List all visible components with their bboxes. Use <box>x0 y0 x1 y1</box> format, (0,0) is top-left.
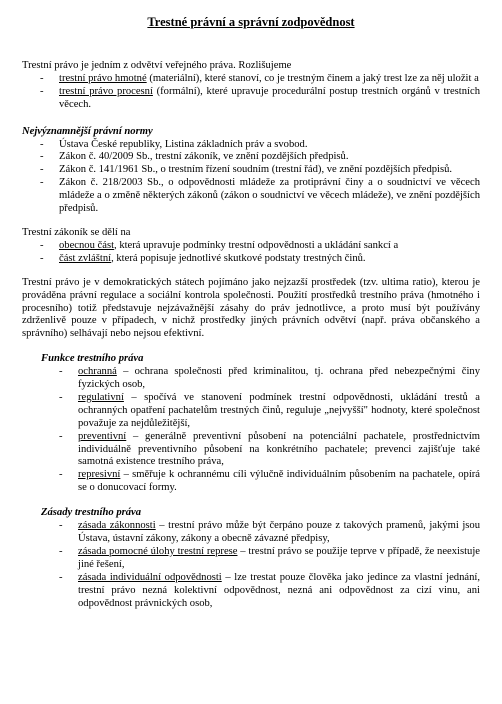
list-item: - ochranná – ochrana společnosti před kriminalitou, tj. ochrana před nebezpečnými činy fyzických osob, <box>22 366 480 392</box>
principles-list <box>22 520 480 610</box>
intro-text: Trestní právo je jedním z odvětví veřejného práva. Rozlišujeme <box>22 60 292 71</box>
term: ochranná <box>78 366 117 378</box>
list-item: - Ústava České republiky, Listina základních práv a svobod. <box>22 139 480 152</box>
intro-list <box>22 73 480 112</box>
body-paragraph: Trestní právo je v demokratických státech pojímáno jako nejzazší prostředek (tzv. ultima ratio), kterou je prováděna právní regulace a sociální kontrola společnosti. Použití prostředků trestního práva (hmotného i procesního) totiž představuje nejzávažnější zásahy do práv jednotlivce, a proto musí být používány zdrženlivě pouze v případech, v nichž prostředky jiných právních odvětví (např. práva občanského a správního) selhávají nebo nejsou efektivní. <box>22 276 480 340</box>
section-heading-principles: Zásady trestního práva <box>41 507 142 519</box>
list-item: - Zákon č. 218/2003 Sb., o odpovědnosti mládeže za protiprávní činy a o soudnictví ve věcech mládeže a o změně některých zákonů (zákon o soudnictví ve věcech mládeže), ve znění pozdějších předpisů. <box>22 177 480 216</box>
page-title: Trestné právní a správní zodpovědnost <box>147 15 355 29</box>
term: část zvláštní <box>59 252 112 264</box>
list-item: - regulativní – spočívá ve stanovení podmínek trestní odpovědnosti, ukládání trestů a ochranných opatření pachatelům trestných činů, reguluje „nejvyšší" hodnoty, které společnost považuje za nejdůležitější, <box>22 392 480 431</box>
list-item: - Zákon č. 40/2009 Sb., trestní zákoník, ve znění pozdějších předpisů. <box>22 151 480 164</box>
list-item: - zásada pomocné úlohy trestní represe – trestní právo se použije teprve v případě, že neexistuje jiné řešení, <box>22 546 480 572</box>
term: regulativní <box>78 391 124 403</box>
code-list <box>22 240 480 266</box>
term: zásada individuální odpovědnosti <box>78 571 222 583</box>
term: trestní právo procesní <box>59 85 153 97</box>
term: zásada zákonnosti <box>78 520 156 532</box>
list-item: - Zákon č. 141/1961 Sb., o trestním řízení soudním (trestní řád), ve znění pozdějších předpisů. <box>22 164 480 177</box>
term: represivní <box>78 469 121 481</box>
term: trestní právo hmotné <box>59 72 147 84</box>
code-text: Trestní zákoník se dělí na <box>22 226 131 238</box>
functions-list <box>22 366 480 495</box>
list-item: - trestní právo procesní (formální), které upravuje procedurální postup trestních orgánů v trestních věcech. <box>22 86 480 112</box>
term: obecnou část <box>59 239 115 251</box>
list-item: - preventivní – generálně preventivní působení na potenciální pachatele, prostřednictvím individuálně preventivního působení na konkrétního pachatele; prevenci zajišťuje také samotná existence trestního práva, <box>22 431 480 470</box>
list-item: - zásada zákonnosti – trestní právo může být čerpáno pouze z takových pramenů, jakými jsou Ústava, ústavní zákony, zákony a obecně závazné předpisy, <box>22 520 480 546</box>
section-heading-functions: Funkce trestního práva <box>41 353 144 365</box>
section-heading-norms: Nejvýznamnější právní normy <box>22 125 153 137</box>
term: zásada pomocné úlohy trestní represe <box>78 545 238 557</box>
list-item: - trestní právo hmotné (materiální), které stanoví, co je trestným činem a jaký trest lze za něj uložit a <box>22 73 480 86</box>
list-item: - část zvláštní, která popisuje jednotlivé skutkové podstaty trestných činů. <box>22 253 480 266</box>
list-item: - obecnou část, která upravuje podmínky trestní odpovědnosti a ukládání sankcí a <box>22 240 480 253</box>
list-item: - represivní – směřuje k ochrannému cíli výlučně individuálním působením na pachatele, opírá se o donucovací formy. <box>22 469 480 495</box>
list-item: - zásada individuální odpovědnosti – lze trestat pouze člověka jako jedince za vlastní jednání, trestní právo nezná kolektivní odpovědnost, nezná ani odpovědnost za cizí vinu, ani odpovědnost právnických osob, <box>22 572 480 611</box>
term: preventivní <box>78 430 127 442</box>
norms-list <box>22 139 480 216</box>
